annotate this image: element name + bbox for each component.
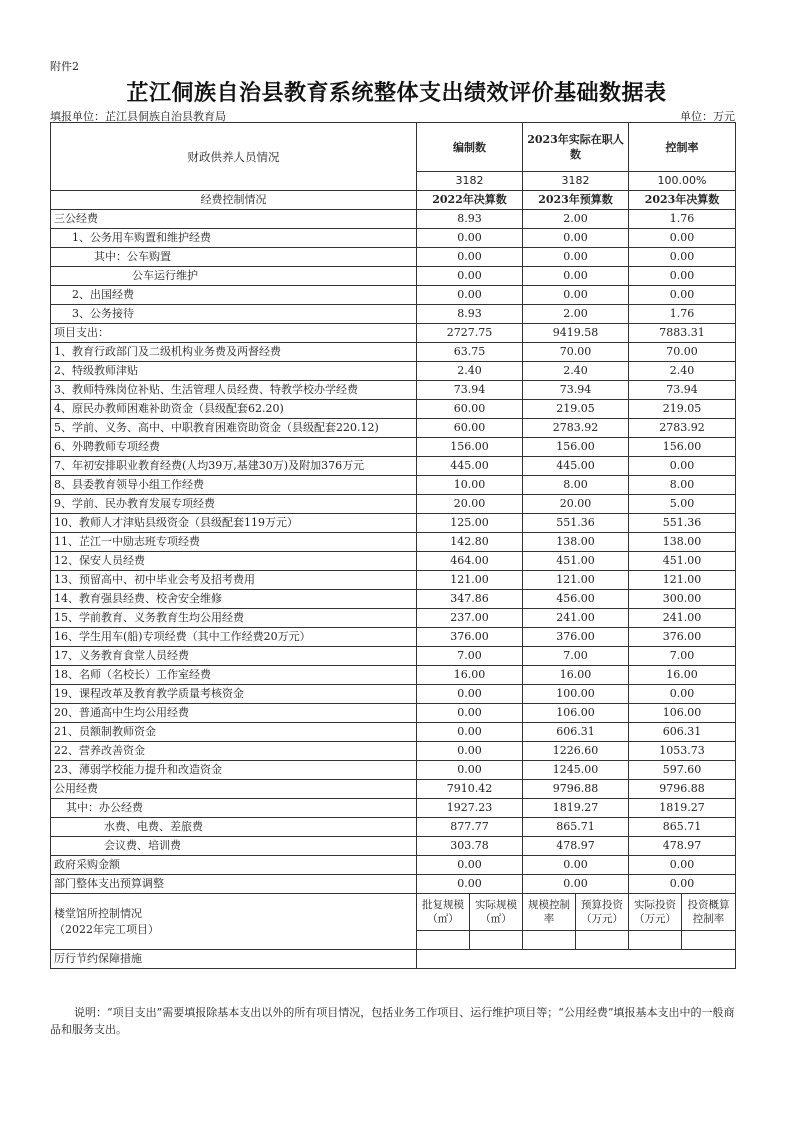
building-header: 预算投资（万元） — [576, 894, 629, 931]
row-value: 0.00 — [523, 856, 629, 875]
row-label: 15、学前教育、义务教育生均公用经费 — [51, 609, 417, 628]
table-row — [51, 552, 736, 571]
row-value: 241.00 — [523, 609, 629, 628]
row-value: 2.00 — [523, 305, 629, 324]
table-row — [51, 875, 736, 894]
row-value: 0.00 — [417, 267, 523, 286]
row-value: 219.05 — [629, 400, 736, 419]
row-value: 606.31 — [629, 723, 736, 742]
table-row — [51, 457, 736, 476]
row-value: 7.00 — [629, 647, 736, 666]
savings-row — [51, 950, 736, 969]
row-value: 2.40 — [417, 362, 523, 381]
row-value: 300.00 — [629, 590, 736, 609]
savings-label: 厉行节约保障措施 — [51, 950, 417, 969]
row-label: 11、芷江一中励志班专项经费 — [51, 533, 417, 552]
row-label: 10、教师人才津贴县级资金（县级配套119万元） — [51, 514, 417, 533]
table-row — [51, 761, 736, 780]
building-header: 投资概算控制率 — [682, 894, 736, 931]
row-value: 7.00 — [523, 647, 629, 666]
row-value: 877.77 — [417, 818, 523, 837]
building-header: 批复规模（㎡） — [417, 894, 470, 931]
row-value: 0.00 — [629, 229, 736, 248]
table-row — [51, 704, 736, 723]
row-value: 8.00 — [523, 476, 629, 495]
table-row — [51, 267, 736, 286]
table-row — [51, 685, 736, 704]
row-value: 1819.27 — [523, 799, 629, 818]
building-value — [629, 931, 682, 950]
row-value: 1245.00 — [523, 761, 629, 780]
row-value: 9796.88 — [629, 780, 736, 799]
row-value: 376.00 — [523, 628, 629, 647]
expense-header-label: 经费控制情况 — [51, 191, 417, 210]
table-row — [51, 666, 736, 685]
row-value: 138.00 — [629, 533, 736, 552]
row-label: 3、教师特殊岗位补贴、生活管理人员经费、特教学校办学经费 — [51, 381, 417, 400]
table-row — [51, 400, 736, 419]
row-value: 478.97 — [523, 837, 629, 856]
row-label: 16、学生用车(船)专项经费（其中工作经费20万元） — [51, 628, 417, 647]
row-value: 0.00 — [629, 267, 736, 286]
row-label: 水费、电费、差旅费 — [51, 818, 417, 837]
row-value: 2727.75 — [417, 324, 523, 343]
row-value: 241.00 — [629, 609, 736, 628]
row-value: 865.71 — [523, 818, 629, 837]
row-value: 2.40 — [523, 362, 629, 381]
row-value: 303.78 — [417, 837, 523, 856]
row-value: 2783.92 — [523, 419, 629, 438]
table-row — [51, 343, 736, 362]
building-label-line1: 楼堂馆所控制情况 — [54, 906, 142, 920]
table-row — [51, 647, 736, 666]
row-label: 政府采购金额 — [51, 856, 417, 875]
row-label: 18、名师（名校长）工作室经费 — [51, 666, 417, 685]
row-value: 0.00 — [417, 742, 523, 761]
row-value: 445.00 — [523, 457, 629, 476]
table-row — [51, 362, 736, 381]
row-label: 4、原民办教师困难补助资金（县级配套62.20) — [51, 400, 417, 419]
row-value: 0.00 — [629, 856, 736, 875]
row-label: 其中：公车购置 — [51, 248, 417, 267]
row-value: 0.00 — [523, 875, 629, 894]
row-value: 125.00 — [417, 514, 523, 533]
staff-label: 财政供养人员情况 — [51, 123, 417, 191]
row-label: 2、出国经费 — [51, 286, 417, 305]
staff-value-control-rate: 100.00% — [629, 172, 736, 191]
table-row — [51, 229, 736, 248]
row-value: 2.00 — [523, 210, 629, 229]
building-header: 实际投资（万元） — [629, 894, 682, 931]
row-value: 376.00 — [417, 628, 523, 647]
row-value: 0.00 — [629, 248, 736, 267]
expense-header-col: 2023年决算数 — [629, 191, 736, 210]
row-label: 13、预留高中、初中毕业会考及招考费用 — [51, 571, 417, 590]
row-value: 70.00 — [629, 343, 736, 362]
row-value: 865.71 — [629, 818, 736, 837]
row-value: 8.93 — [417, 305, 523, 324]
row-value: 1.76 — [629, 210, 736, 229]
row-value: 100.00 — [523, 685, 629, 704]
row-label: 17、义务教育食堂人员经费 — [51, 647, 417, 666]
row-value: 0.00 — [417, 685, 523, 704]
table-row — [51, 799, 736, 818]
row-value: 16.00 — [523, 666, 629, 685]
row-value: 451.00 — [629, 552, 736, 571]
data-table — [50, 122, 736, 969]
row-label: 7、年初安排职业教育经费(人均39万,基建30万)及附加376万元 — [51, 457, 417, 476]
row-value: 20.00 — [417, 495, 523, 514]
row-value: 0.00 — [629, 875, 736, 894]
row-value: 347.86 — [417, 590, 523, 609]
row-value: 597.60 — [629, 761, 736, 780]
row-value: 106.00 — [523, 704, 629, 723]
table-row — [51, 590, 736, 609]
row-value: 606.31 — [523, 723, 629, 742]
row-value: 60.00 — [417, 419, 523, 438]
row-value: 7910.42 — [417, 780, 523, 799]
row-label: 9、学前、民办教育发展专项经费 — [51, 495, 417, 514]
row-value: 2783.92 — [629, 419, 736, 438]
row-value: 0.00 — [417, 723, 523, 742]
row-value: 0.00 — [523, 229, 629, 248]
row-value: 60.00 — [417, 400, 523, 419]
table-row — [51, 818, 736, 837]
staff-header-control-rate: 控制率 — [629, 123, 736, 172]
footnote: 说明：“项目支出”需要填报除基本支出以外的所有项目情况，包括业务工作项目、运行维护项目等；“公用经费”填报基本支出中的一般商品和服务支出。 — [50, 1006, 735, 1036]
page-title: 芷江侗族自治县教育系统整体支出绩效评价基础数据表 — [126, 81, 667, 106]
row-value: 16.00 — [629, 666, 736, 685]
table-row — [51, 628, 736, 647]
row-label: 其中：办公经费 — [51, 799, 417, 818]
row-value: 0.00 — [417, 875, 523, 894]
row-value: 237.00 — [417, 609, 523, 628]
row-value: 1819.27 — [629, 799, 736, 818]
row-value: 464.00 — [417, 552, 523, 571]
building-value — [576, 931, 629, 950]
row-value: 10.00 — [417, 476, 523, 495]
row-value: 0.00 — [417, 248, 523, 267]
row-label: 三公经费 — [51, 210, 417, 229]
expense-header-row — [51, 191, 736, 210]
row-value: 0.00 — [629, 286, 736, 305]
table-row — [51, 609, 736, 628]
row-value: 156.00 — [523, 438, 629, 457]
expense-header-col: 2022年决算数 — [417, 191, 523, 210]
row-value: 456.00 — [523, 590, 629, 609]
row-value: 73.94 — [523, 381, 629, 400]
row-label: 3、公务接待 — [51, 305, 417, 324]
savings-value — [417, 950, 736, 969]
annex-label: 附件2 — [50, 60, 79, 73]
building-row — [51, 894, 736, 931]
table-row — [51, 381, 736, 400]
building-label-line2: （2022年完工项目） — [54, 922, 159, 936]
row-value: 156.00 — [629, 438, 736, 457]
row-value: 5.00 — [629, 495, 736, 514]
building-value — [470, 931, 523, 950]
building-label — [51, 894, 417, 950]
filler-unit: 填报单位：芷江县侗族自治县教育局 — [50, 110, 226, 123]
row-label: 项目支出： — [51, 324, 417, 343]
row-label: 8、县委教育领导小组工作经费 — [51, 476, 417, 495]
building-value — [682, 931, 736, 950]
staff-header-row — [51, 123, 736, 172]
row-value: 9419.58 — [523, 324, 629, 343]
row-value: 7.00 — [417, 647, 523, 666]
currency-unit: 单位：万元 — [680, 110, 735, 123]
row-value: 8.00 — [629, 476, 736, 495]
table-row — [51, 571, 736, 590]
row-label: 23、薄弱学校能力提升和改造资金 — [51, 761, 417, 780]
row-value: 20.00 — [523, 495, 629, 514]
row-value: 7883.31 — [629, 324, 736, 343]
row-value: 2.40 — [629, 362, 736, 381]
row-value: 8.93 — [417, 210, 523, 229]
row-value: 16.00 — [417, 666, 523, 685]
row-label: 公车运行维护 — [51, 267, 417, 286]
row-label: 21、员额制教师资金 — [51, 723, 417, 742]
building-value — [417, 931, 470, 950]
row-label: 部门整体支出预算调整 — [51, 875, 417, 894]
row-value: 0.00 — [523, 248, 629, 267]
row-value: 9796.88 — [523, 780, 629, 799]
row-value: 551.36 — [629, 514, 736, 533]
row-value: 121.00 — [417, 571, 523, 590]
table-row — [51, 286, 736, 305]
row-value: 0.00 — [417, 704, 523, 723]
table-row — [51, 419, 736, 438]
row-value: 1226.60 — [523, 742, 629, 761]
row-label: 1、教育行政部门及二级机构业务费及两督经费 — [51, 343, 417, 362]
row-label: 12、保安人员经费 — [51, 552, 417, 571]
row-value: 106.00 — [629, 704, 736, 723]
building-header: 规模控制率 — [523, 894, 576, 931]
table-row — [51, 837, 736, 856]
building-header: 实际规模（㎡） — [470, 894, 523, 931]
row-value: 1.76 — [629, 305, 736, 324]
row-value: 1053.73 — [629, 742, 736, 761]
row-value: 551.36 — [523, 514, 629, 533]
table-row — [51, 533, 736, 552]
row-value: 0.00 — [417, 229, 523, 248]
row-label: 6、外聘教师专项经费 — [51, 438, 417, 457]
row-value: 0.00 — [523, 286, 629, 305]
row-label: 20、普通高中生均公用经费 — [51, 704, 417, 723]
row-label: 1、公务用车购置和维护经费 — [51, 229, 417, 248]
staff-header-authorized: 编制数 — [417, 123, 523, 172]
table-row — [51, 476, 736, 495]
row-value: 0.00 — [417, 856, 523, 875]
row-value: 0.00 — [417, 286, 523, 305]
row-label: 5、学前、义务、高中、中职教育困难资助资金（县级配套220.12) — [51, 419, 417, 438]
row-value: 219.05 — [523, 400, 629, 419]
row-value: 0.00 — [629, 685, 736, 704]
row-label: 22、营养改善资金 — [51, 742, 417, 761]
row-value: 121.00 — [629, 571, 736, 590]
expense-header-col: 2023年预算数 — [523, 191, 629, 210]
row-value: 63.75 — [417, 343, 523, 362]
row-value: 445.00 — [417, 457, 523, 476]
table-row — [51, 305, 736, 324]
row-label: 19、课程改革及教育教学质量考核资金 — [51, 685, 417, 704]
table-row — [51, 210, 736, 229]
row-value: 0.00 — [523, 267, 629, 286]
row-value: 478.97 — [629, 837, 736, 856]
row-value: 138.00 — [523, 533, 629, 552]
row-value: 142.80 — [417, 533, 523, 552]
building-value — [523, 931, 576, 950]
table-row — [51, 742, 736, 761]
row-label: 2、特级教师津贴 — [51, 362, 417, 381]
table-row — [51, 856, 736, 875]
row-value: 1927.23 — [417, 799, 523, 818]
row-value: 70.00 — [523, 343, 629, 362]
row-label: 公用经费 — [51, 780, 417, 799]
table-row — [51, 723, 736, 742]
staff-header-actual: 2023年实际在职人数 — [523, 123, 629, 172]
row-value: 121.00 — [523, 571, 629, 590]
table-row — [51, 514, 736, 533]
row-value: 156.00 — [417, 438, 523, 457]
row-value: 73.94 — [417, 381, 523, 400]
row-label: 14、教育强县经费、校舍安全维修 — [51, 590, 417, 609]
staff-value-authorized: 3182 — [417, 172, 523, 191]
row-value: 0.00 — [629, 457, 736, 476]
row-value: 451.00 — [523, 552, 629, 571]
row-value: 73.94 — [629, 381, 736, 400]
row-label: 会议费、培训费 — [51, 837, 417, 856]
staff-value-actual: 3182 — [523, 172, 629, 191]
table-row — [51, 324, 736, 343]
row-value: 376.00 — [629, 628, 736, 647]
table-row — [51, 438, 736, 457]
table-row — [51, 248, 736, 267]
table-row — [51, 495, 736, 514]
table-row — [51, 780, 736, 799]
row-value: 0.00 — [417, 761, 523, 780]
